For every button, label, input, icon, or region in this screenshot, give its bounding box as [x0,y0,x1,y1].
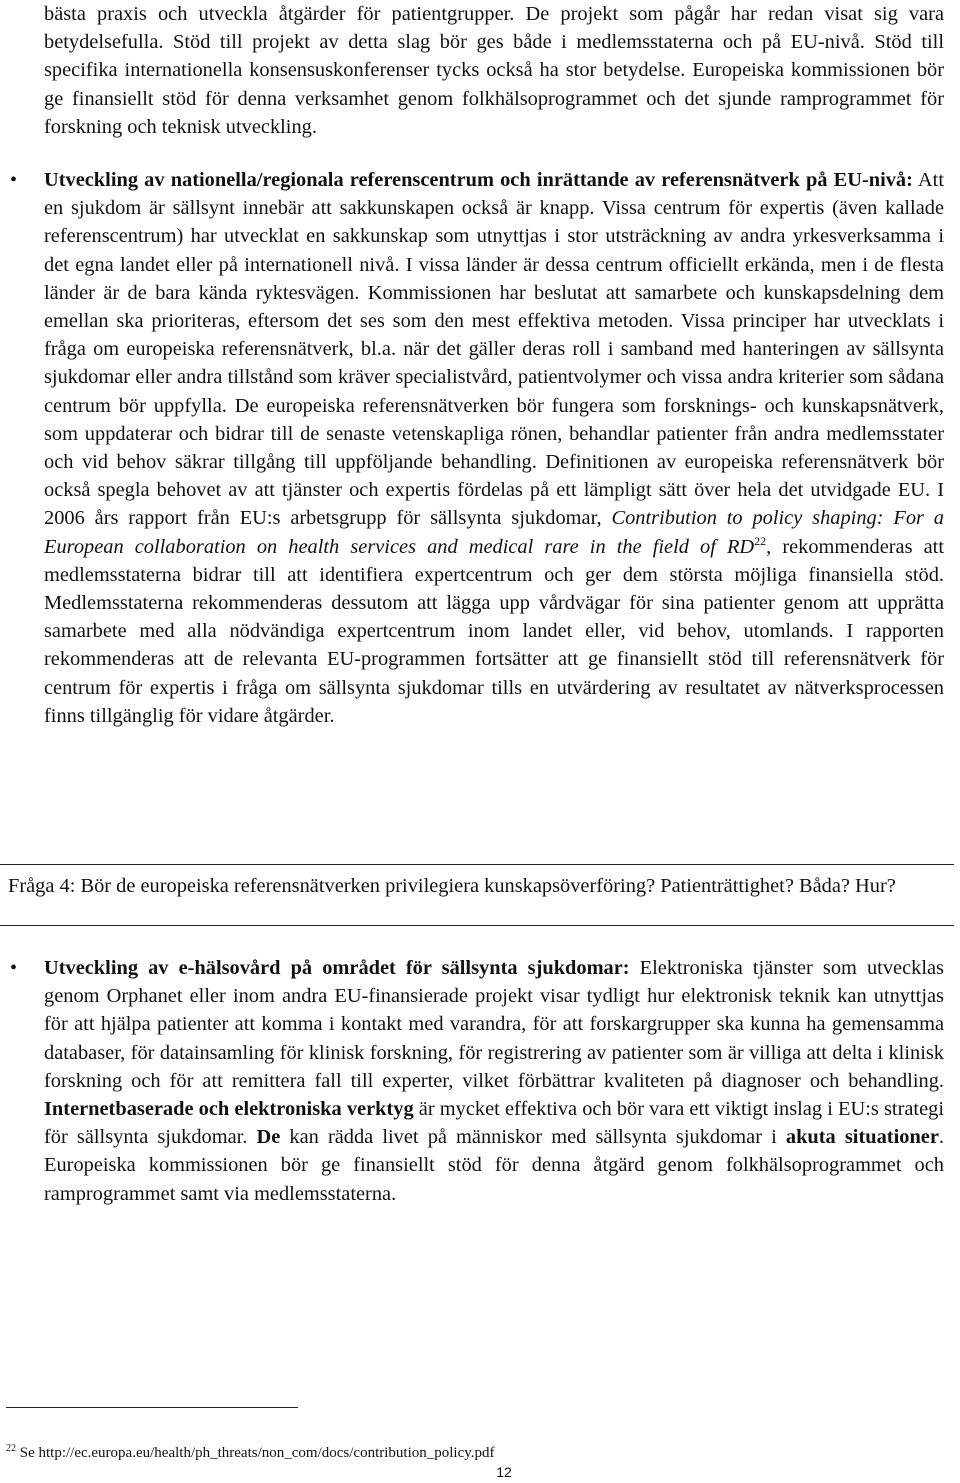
bullet-icon: • [10,957,18,979]
paragraph-top: bästa praxis och utveckla åtgärder för patientgrupper. De projekt som pågår har redan visat sig vara betydelsefulla. Stöd till projekt av detta slag bör ges både i medlemsstaterna och på EU-nivå. Stöd till specifika internationella konsensuskonferenser tycks också ha stor betydelse. Europeiska kommissionen bör ge finansiellt stöd för denna verksamhet genom folkhälsoprogrammet och det sjunde ramprogrammet för forskning och teknisk utveckling. [44,3,944,138]
bullet-heading: Utveckling av nationella/regionala referenscentrum och inrättande av referensnätverk på EU-nivå: [44,169,913,191]
footnote-reference[interactable]: 22 [754,533,767,548]
question-text: Fråga 4: Bör de europeiska referensnätverken privilegiera kunskapsöverföring? Patienträttighet? Båda? Hur? [8,875,896,897]
footnote-divider [6,1407,298,1408]
bullet-body-part: , rekommenderas att medlemsstaterna bidrar till att identifiera expertcentrum och ger dem största möjliga finansiella stöd. Medlemsstaterna rekommenderas dessutom att lägga upp vårdvägar för sina patienter genom att upprätta samarbete med alla nödvändiga expertcentrum inom landet eller, vid behov, utomlands. I rapporten rekommenderas att de relevanta EU-programmen fortsätter att ge finansiellt stöd till referensnätverk för centrum för expertis i fråga om sällsynta sjukdomar tills en utvärdering av resultatet av nätverksprocessen finns tillgänglig för vidare åtgärder. [44,535,944,727]
bullet-icon: • [10,169,18,191]
footnote [6,1440,495,1462]
report-title: Contribution to policy shaping: For a European collaboration on health services and medical rare in the field of RD [44,507,944,558]
bullet-body-part: Att en sjukdom är sällsynt innebär att sakkunskapen också är knapp. Vissa centrum för expertis (även kallade referenscentrum) har utvecklat en sakkunskap som utnyttjas i stor utsträckning av andra yrkesverksamma i det egna landet eller på internationell nivå. I vissa länder är dessa centrum officiellt erkända, men i de flesta länder är de bara kända ryktesvägen. Kommissionen har beslutat att samarbete och kunskapsdelning dem emellan ska prioriteras, eftersom det ses som den mest effektiva metoden. Vissa principer har utvecklats i fråga om europeiska referensnätverk, bl.a. när det gäller deras roll i samband med hanteringen av sällsynta sjukdomar eller andra tillstånd som kräver specialistvård, patientvolymer och vissa andra kriterier som sådana centrum bör uppfylla. De europeiska referensnätverken bör fungera som forsknings- och kunskapsnätverk, som uppdaterar och bidrar till de senaste vetenskapliga rönen, behandlar patienter från andra medlemsstater och vid behov säkrar tillgång till uppföljande behandling. Definitionen av europeiska referensnätverk bör också spegla behovet av att tjänster och expertis fördelas på ett lämpligt sätt över hela det utvidgade EU. I 2006 års rapport från EU:s arbetsgrupp för sällsynta sjukdomar, [44,169,944,530]
footnote-text[interactable]: Se http://ec.europa.eu/health/ph_threats/non_com/docs/contribution_policy.pdf [16,1445,495,1461]
bullet-body-part: Elektroniska tjänster som utvecklas genom Orphanet eller inom andra EU-finansierade projekt visar tydligt hur elektronisk teknik kan utnyttjas för att hjälpa patienter att komma i kontakt med varandra, för att forskargrupper ska kunna ha gemensamma databaser, för datainsamling för klinisk forskning, för registrering av patienter som är villiga att delta i klinisk forskning och för att remittera fall till experter, vilket förbättrar kvaliteten på diagnoser och behandling. [44,957,944,1092]
footnote-number: 22 [6,1443,16,1454]
bold-phrase: akuta situationer [785,1126,939,1149]
page-number: 12 [496,1464,512,1480]
bullet-body-part: kan rädda livet på människor med sällsynta sjukdomar i [280,1126,786,1149]
bold-phrase: De [256,1126,281,1149]
bullet-body-part: . Europeiska kommissionen bör ge finansiellt stöd för denna åtgärd genom folkhälsoprogrammet och ramprogrammet samt via medlemsstaterna. [44,1126,944,1205]
bullet-heading: Utveckling av e-hälsovård på området för sällsynta sjukdomar: [44,957,630,979]
bullet-item-ehealth [10,954,944,1208]
bold-phrase: Internetbaserade och elektroniska verktyg [44,1098,414,1121]
bullet-item-reference-centres [10,166,944,730]
question-box [0,864,954,926]
bullet-body-part: är mycket effektiva och bör vara ett viktigt inslag i EU:s strategi för sällsynta sjukdomar. [44,1098,944,1149]
